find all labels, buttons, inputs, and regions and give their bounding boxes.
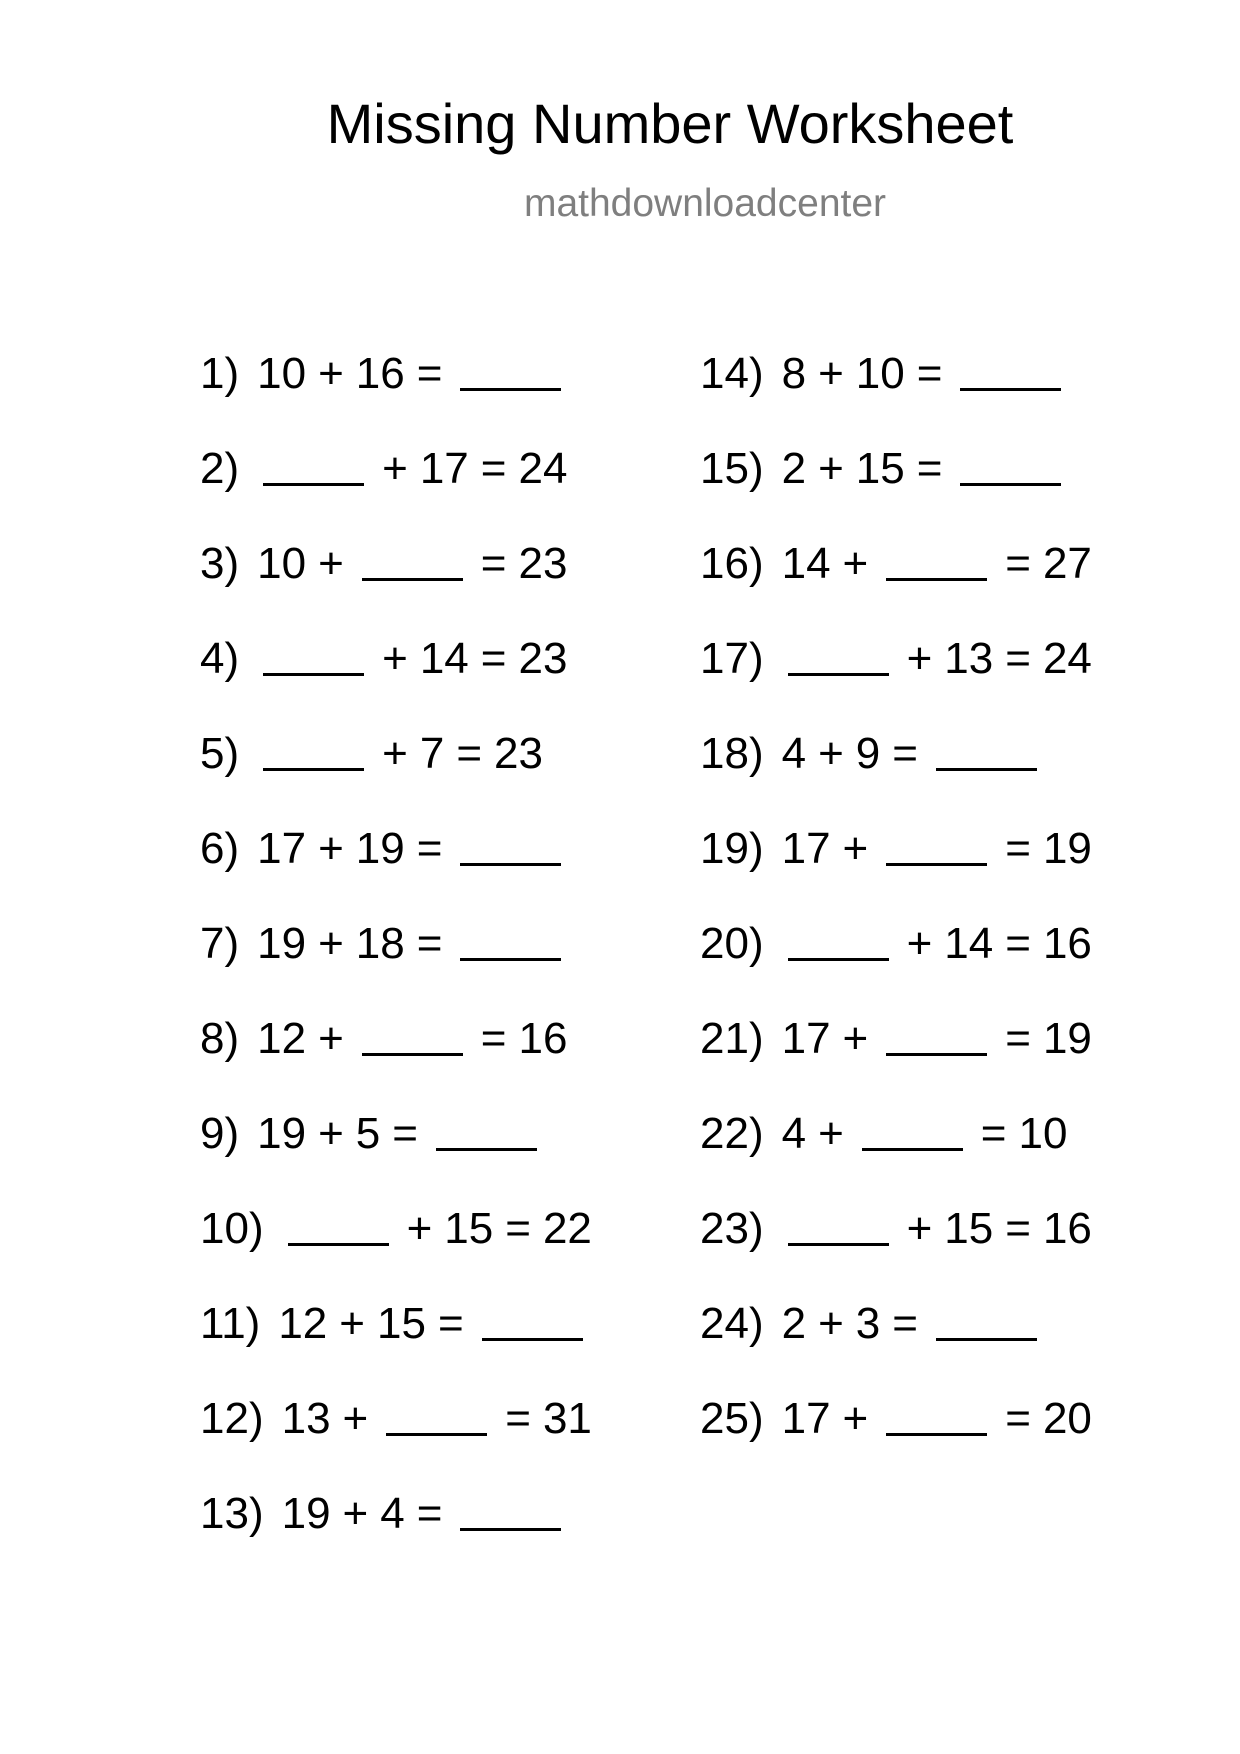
equals-sign: =: [1005, 539, 1031, 588]
problem-number: 7): [200, 919, 240, 968]
problem-row: [200, 919, 598, 1017]
plus-sign: +: [818, 1299, 844, 1348]
plus-sign: +: [842, 1394, 869, 1443]
operand: 18: [355, 919, 405, 968]
answer-blank[interactable]: [936, 1302, 1037, 1341]
operand: 8: [781, 349, 807, 398]
answer-blank[interactable]: [288, 1207, 389, 1246]
plus-sign: +: [842, 1014, 869, 1063]
answer-blank[interactable]: [460, 352, 561, 391]
equals-sign: =: [1005, 919, 1031, 968]
operand: 14: [944, 919, 994, 968]
equals-sign: =: [480, 539, 507, 588]
operand: 17: [781, 1394, 831, 1443]
problem-row: [200, 539, 598, 637]
problem-row: [700, 539, 1098, 637]
plus-sign: +: [818, 729, 844, 778]
problem-row: [200, 349, 598, 447]
operand: 19: [355, 824, 405, 873]
equals-sign: =: [1005, 1014, 1031, 1063]
equals-sign: =: [916, 444, 943, 493]
plus-sign: +: [318, 1014, 344, 1063]
problem-number: 24): [700, 1299, 764, 1348]
operand: 10: [257, 539, 307, 588]
operand: 24: [518, 444, 568, 493]
problem-row: [700, 1014, 1098, 1112]
operand: 23: [494, 729, 543, 778]
operand: 10: [257, 349, 307, 398]
plus-sign: +: [382, 634, 408, 683]
plus-sign: +: [342, 1489, 369, 1538]
problem-row: [700, 349, 1098, 447]
problem-number: 2): [200, 444, 240, 493]
answer-blank[interactable]: [886, 827, 987, 866]
problem-number: 17): [700, 634, 764, 683]
problem-number: 12): [200, 1394, 264, 1443]
problem-row: [700, 1299, 1098, 1397]
problem-column-right: [700, 349, 1098, 1492]
answer-blank[interactable]: [788, 637, 889, 676]
answer-blank[interactable]: [263, 637, 364, 676]
operand: 12: [257, 1014, 307, 1063]
plus-sign: +: [318, 824, 344, 873]
operand: 10: [855, 349, 905, 398]
answer-blank[interactable]: [960, 447, 1061, 486]
problem-row: [200, 1489, 598, 1587]
problem-number: 20): [700, 919, 764, 968]
plus-sign: +: [342, 1394, 369, 1443]
equals-sign: =: [916, 349, 943, 398]
problem-number: 13): [200, 1489, 264, 1538]
answer-blank[interactable]: [788, 922, 889, 961]
equals-sign: =: [980, 1109, 1007, 1158]
problem-number: 14): [700, 349, 764, 398]
operand: 14: [781, 539, 831, 588]
plus-sign: +: [318, 349, 344, 398]
equals-sign: =: [892, 1299, 918, 1348]
answer-blank[interactable]: [263, 732, 364, 771]
operand: 20: [1042, 1394, 1092, 1443]
plus-sign: +: [318, 919, 344, 968]
answer-blank[interactable]: [482, 1302, 583, 1341]
operand: 16: [518, 1014, 568, 1063]
operand: 19: [1042, 1014, 1092, 1063]
operand: 15: [944, 1204, 994, 1253]
equals-sign: =: [505, 1394, 531, 1443]
operand: 5: [355, 1109, 381, 1158]
problem-number: 3): [200, 539, 240, 588]
operand: 17: [781, 1014, 831, 1063]
answer-blank[interactable]: [886, 1397, 987, 1436]
operand: 24: [1042, 634, 1092, 683]
problem-row: [700, 634, 1098, 732]
problem-number: 22): [700, 1109, 764, 1158]
problem-number: 8): [200, 1014, 240, 1063]
problem-row: [700, 824, 1098, 922]
operand: 16: [355, 349, 405, 398]
equals-sign: =: [892, 729, 918, 778]
operand: 17: [419, 444, 469, 493]
equals-sign: =: [480, 1014, 507, 1063]
page-title: Missing Number Worksheet: [326, 92, 1014, 155]
answer-blank[interactable]: [960, 352, 1061, 391]
problem-number: 4): [200, 634, 240, 683]
plus-sign: +: [382, 729, 408, 778]
answer-blank[interactable]: [460, 827, 561, 866]
operand: 27: [1042, 539, 1092, 588]
operand: 4: [781, 1109, 807, 1158]
operand: 9: [855, 729, 881, 778]
problem-row: [700, 1394, 1098, 1492]
operand: 3: [855, 1299, 881, 1348]
equals-sign: =: [416, 919, 443, 968]
problem-row: [200, 1394, 598, 1492]
problem-row: [200, 1299, 598, 1397]
operand: 17: [781, 824, 831, 873]
problem-row: [700, 444, 1098, 542]
answer-blank[interactable]: [460, 1492, 561, 1531]
problem-number: 21): [700, 1014, 764, 1063]
plus-sign: +: [318, 539, 344, 588]
operand: 15: [376, 1299, 426, 1348]
operand: 16: [1042, 1204, 1092, 1253]
problem-number: 10): [200, 1204, 264, 1253]
operand: 13: [944, 634, 994, 683]
operand: 14: [419, 634, 469, 683]
operand: 7: [419, 729, 445, 778]
equals-sign: =: [416, 349, 443, 398]
equals-sign: =: [505, 1204, 531, 1253]
equals-sign: =: [480, 634, 507, 683]
operand: 19: [257, 1109, 307, 1158]
equals-sign: =: [392, 1109, 418, 1158]
plus-sign: +: [906, 1204, 933, 1253]
answer-blank[interactable]: [886, 1017, 987, 1056]
operand: 15: [444, 1204, 494, 1253]
equals-sign: =: [416, 824, 443, 873]
plus-sign: +: [382, 444, 408, 493]
problem-row: [700, 1109, 1098, 1207]
answer-blank[interactable]: [362, 542, 463, 581]
plus-sign: +: [406, 1204, 433, 1253]
operand: 23: [518, 634, 568, 683]
operand: 31: [542, 1394, 592, 1443]
operand: 19: [257, 919, 307, 968]
operand: 12: [278, 1299, 328, 1348]
operand: 4: [781, 729, 807, 778]
equals-sign: =: [1005, 824, 1031, 873]
plus-sign: +: [339, 1299, 365, 1348]
plus-sign: +: [818, 349, 844, 398]
answer-blank[interactable]: [362, 1017, 463, 1056]
problem-row: [700, 919, 1098, 1017]
operand: 23: [518, 539, 568, 588]
operand: 2: [781, 1299, 807, 1348]
plus-sign: +: [318, 1109, 344, 1158]
problem-number: 23): [700, 1204, 764, 1253]
problem-number: 19): [700, 824, 764, 873]
problem-number: 6): [200, 824, 240, 873]
operand: 19: [281, 1489, 331, 1538]
equals-sign: =: [1005, 1204, 1031, 1253]
problem-number: 25): [700, 1394, 764, 1443]
operand: 13: [281, 1394, 331, 1443]
problem-number: 18): [700, 729, 764, 778]
plus-sign: +: [842, 539, 869, 588]
problem-number: 9): [200, 1109, 240, 1158]
operand: 15: [855, 444, 905, 493]
problem-row: [700, 1204, 1098, 1302]
operand: 4: [380, 1489, 405, 1538]
problem-row: [200, 729, 598, 827]
source-subtitle: mathdownloadcenter: [523, 182, 887, 225]
equals-sign: =: [1005, 634, 1031, 683]
answer-blank[interactable]: [460, 922, 561, 961]
problem-row: [200, 824, 598, 922]
answer-blank[interactable]: [862, 1112, 963, 1151]
answer-blank[interactable]: [386, 1397, 487, 1436]
answer-blank[interactable]: [936, 732, 1037, 771]
problem-row: [200, 634, 598, 732]
problem-column-left: [200, 349, 598, 1587]
operand: 16: [1042, 919, 1092, 968]
problem-number: 1): [200, 349, 240, 398]
operand: 19: [1042, 824, 1092, 873]
equals-sign: =: [416, 1489, 443, 1538]
problem-number: 15): [700, 444, 764, 493]
plus-sign: +: [818, 1109, 844, 1158]
answer-blank[interactable]: [788, 1207, 889, 1246]
operand: 17: [257, 824, 307, 873]
plus-sign: +: [906, 919, 933, 968]
problem-row: [200, 444, 598, 542]
plus-sign: +: [842, 824, 869, 873]
equals-sign: =: [1005, 1394, 1031, 1443]
problem-row: [700, 729, 1098, 827]
operand: 10: [1018, 1109, 1068, 1158]
equals-sign: =: [437, 1299, 464, 1348]
answer-blank[interactable]: [263, 447, 364, 486]
answer-blank[interactable]: [886, 542, 987, 581]
equals-sign: =: [480, 444, 507, 493]
plus-sign: +: [906, 634, 933, 683]
problem-number: 11): [200, 1299, 261, 1348]
problem-row: [200, 1109, 598, 1207]
operand: 22: [542, 1204, 592, 1253]
plus-sign: +: [818, 444, 844, 493]
problem-number: 5): [200, 729, 240, 778]
problem-row: [200, 1014, 598, 1112]
operand: 2: [781, 444, 807, 493]
problem-row: [200, 1204, 598, 1302]
problem-number: 16): [700, 539, 764, 588]
answer-blank[interactable]: [436, 1112, 537, 1151]
equals-sign: =: [456, 729, 483, 778]
